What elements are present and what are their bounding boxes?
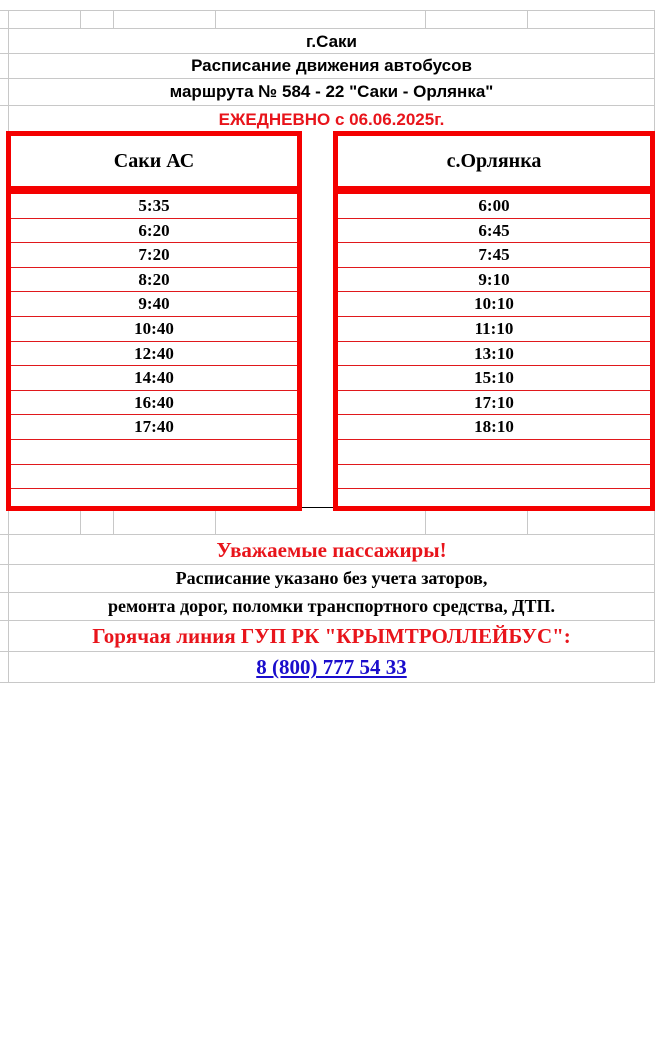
daily-note: ЕЖЕДНЕВНО с 06.06.2025г. [218,110,445,129]
grid-line [215,10,216,28]
time-cell [338,489,650,514]
time-cell: 17:10 [338,391,650,416]
hotline-label: Горячая линия ГУП РК "КРЫМТРОЛЛЕЙБУС": [92,624,571,648]
time-cell: 9:40 [11,292,297,317]
grid-line [80,10,81,28]
grid-line [0,651,655,652]
grid-line [0,28,655,29]
grid-line [113,10,114,28]
time-cell: 6:00 [338,194,650,219]
grid-line [0,564,655,565]
grid-line [0,682,655,683]
grid-line [0,105,655,106]
time-cell [11,489,297,514]
time-cell: 12:40 [11,342,297,367]
time-cell [338,465,650,490]
right-column-title: с.Орлянка [446,150,542,172]
route-title: маршрута № 584 - 22 "Саки - Орлянка" [169,82,494,101]
grid-line [0,10,655,11]
notice-line-2: ремонта дорог, поломки транспортного средства, ДТП. [108,596,555,616]
time-cell [11,465,297,490]
left-column-title: Саки АС [113,150,195,172]
time-cell: 8:20 [11,268,297,293]
time-cell: 16:40 [11,391,297,416]
time-cell: 7:45 [338,243,650,268]
time-cell: 9:10 [338,268,650,293]
time-cell: 6:20 [11,219,297,244]
time-cell: 7:20 [11,243,297,268]
time-cell: 17:40 [11,415,297,440]
time-cell: 11:10 [338,317,650,342]
time-cell: 10:40 [11,317,297,342]
grid-line [0,592,655,593]
time-cell: 14:40 [11,366,297,391]
notice-line-1: Расписание указано без учета заторов, [175,568,488,588]
phone-link[interactable]: 8 (800) 777 54 33 [256,655,407,679]
time-cell: 13:10 [338,342,650,367]
time-cell: 18:10 [338,415,650,440]
time-cell: 6:45 [338,219,650,244]
schedule-title: Расписание движения автобусов [191,56,472,75]
phone-row [8,655,655,680]
time-cell: 5:35 [11,194,297,219]
time-cell: 10:10 [338,292,650,317]
grid-line [425,10,426,28]
grid-line [0,78,655,79]
time-cell: 15:10 [338,366,650,391]
grid-line [0,620,655,621]
grid-line [0,53,655,54]
time-cell [338,440,650,465]
grid-line [0,534,655,535]
divider [300,507,336,508]
time-cell [11,440,297,465]
city-title: г.Саки [306,32,357,51]
grid-line [527,10,528,28]
passenger-greeting: Уважаемые пассажиры! [216,538,447,562]
